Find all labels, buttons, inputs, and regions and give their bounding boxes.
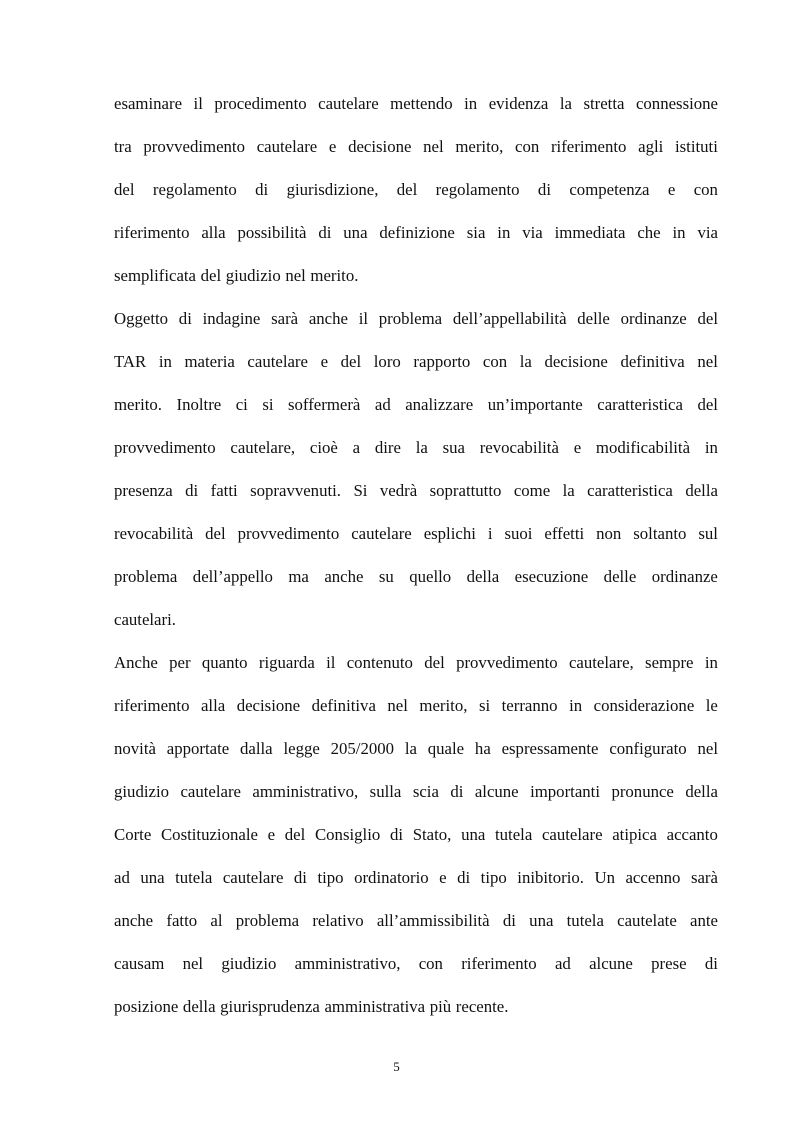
text-line: del regolamento di giurisdizione, del regolamento di competenza e con xyxy=(114,180,718,199)
text-line: causam nel giudizio amministrativo, con riferimento ad alcune prese di xyxy=(114,954,718,973)
text-line: problema dell’appello ma anche su quello della esecuzione delle ordinanze xyxy=(114,567,718,586)
text-line: anche fatto al problema relativo all’ammissibilità di una tutela cautelate ante xyxy=(114,911,718,930)
page-number: 5 xyxy=(393,1059,400,1074)
text-line: semplificata del giudizio nel merito. xyxy=(114,266,359,285)
text-line: presenza di fatti sopravvenuti. Si vedrà soprattutto come la caratteristica della xyxy=(114,481,718,500)
text-line: Anche per quanto riguarda il contenuto del provvedimento cautelare, sempre in xyxy=(114,653,718,672)
text-line: posizione della giurisprudenza amministrativa più recente. xyxy=(114,997,509,1016)
text-line: riferimento alla possibilità di una definizione sia in via immediata che in via xyxy=(114,223,718,242)
text-line: Oggetto di indagine sarà anche il problema dell’appellabilità delle ordinanze del xyxy=(114,309,718,328)
text-line: riferimento alla decisione definitiva nel merito, si terranno in considerazione le xyxy=(114,696,718,715)
body-text xyxy=(114,89,718,1035)
text-line: tra provvedimento cautelare e decisione nel merito, con riferimento agli istituti xyxy=(114,137,718,156)
text-line: revocabilità del provvedimento cautelare esplichi i suoi effetti non soltanto sul xyxy=(114,524,718,543)
text-line: giudizio cautelare amministrativo, sulla scia di alcune importanti pronunce della xyxy=(114,782,718,801)
text-line: ad una tutela cautelare di tipo ordinatorio e di tipo inibitorio. Un accenno sarà xyxy=(114,868,718,887)
text-line: Corte Costituzionale e del Consiglio di Stato, una tutela cautelare atipica accanto xyxy=(114,825,718,844)
text-line: merito. Inoltre ci si soffermerà ad analizzare un’importante caratteristica del xyxy=(114,395,718,414)
text-line: TAR in materia cautelare e del loro rapporto con la decisione definitiva nel xyxy=(114,352,718,371)
text-line: novità apportate dalla legge 205/2000 la quale ha espressamente configurato nel xyxy=(114,739,718,758)
text-line: provvedimento cautelare, cioè a dire la sua revocabilità e modificabilità in xyxy=(114,438,718,457)
text-line: esaminare il procedimento cautelare mettendo in evidenza la stretta connessione xyxy=(114,94,718,113)
text-line: cautelari. xyxy=(114,610,176,629)
